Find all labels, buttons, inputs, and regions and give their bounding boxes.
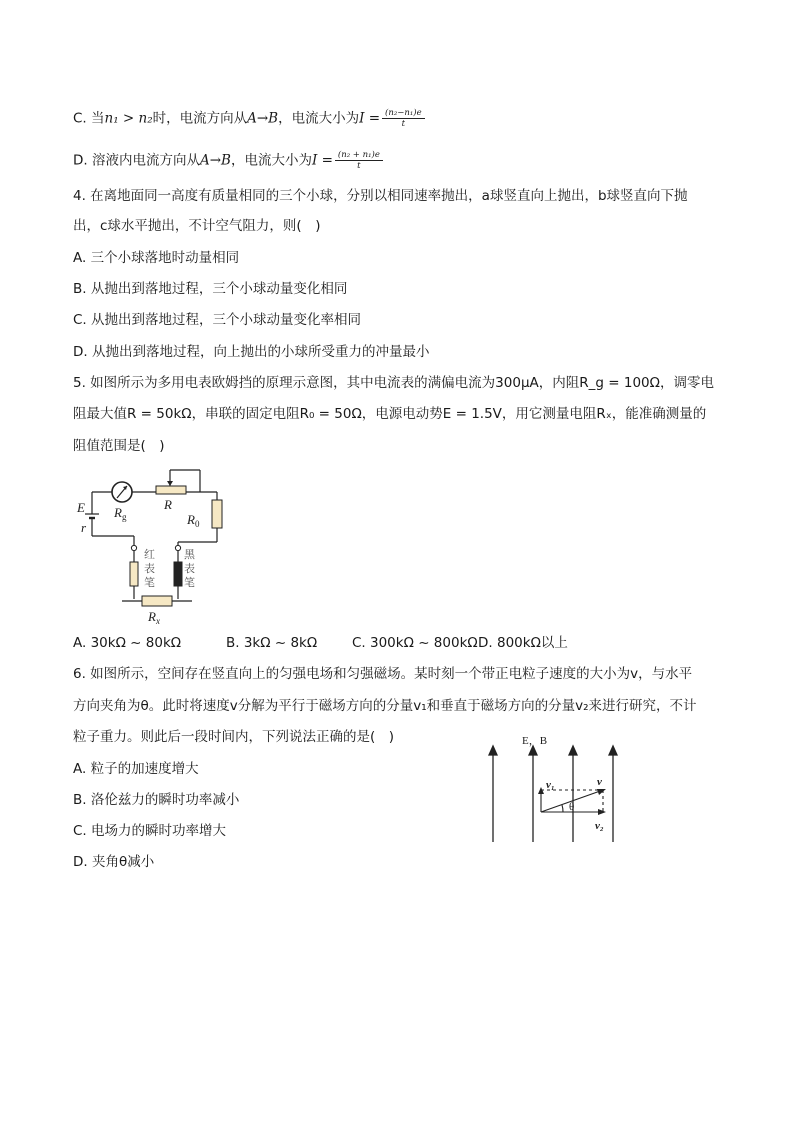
resistor-rx — [142, 596, 172, 606]
q4-option-a[interactable]: A. 三个小球落地时动量相同 — [73, 250, 240, 266]
q5-option-b[interactable]: B. 3kΩ ~ 8kΩ — [226, 635, 318, 651]
q3-option-d: D. 溶液内电流方向从A→B，电流大小为I = $\frac{\text{(n₂ + n₁)e}}{t}$ — [73, 150, 383, 171]
q3-d-fraction: $\frac{\text{(n₂ + n₁)e}}{t}$ — [335, 150, 383, 171]
galvanometer-icon — [112, 482, 132, 502]
black-probe — [174, 562, 182, 586]
q6-option-a[interactable]: A. 粒子的加速度增大 — [73, 761, 199, 777]
theta-arc — [562, 805, 563, 812]
ohmmeter-circuit-diagram — [72, 462, 242, 627]
q5-stem-line-3: 阻值范围是( ) — [73, 438, 165, 454]
q4-option-d[interactable]: D. 从抛出到落地过程，向上抛出的小球所受重力的冲量最小 — [73, 344, 430, 360]
label-r-rheostat: R — [164, 497, 172, 512]
field-arrow-4-icon — [609, 746, 617, 755]
black-probe-char-1: 黑 — [184, 548, 195, 561]
q6-option-c[interactable]: C. 电场力的瞬时功率增大 — [73, 823, 227, 839]
label-rg: $R_g$ — [114, 505, 127, 522]
v2-arrow-icon — [598, 809, 606, 815]
q4-stem-line-2: 出，c球水平抛出，不计空气阻力，则( ) — [73, 218, 321, 234]
resistor-r0 — [212, 500, 222, 528]
label-v: v — [597, 776, 602, 788]
q4-option-c[interactable]: C. 从抛出到落地过程，三个小球动量变化率相同 — [73, 312, 362, 328]
rheostat-slider-arrow — [167, 481, 173, 486]
red-probe-char-2: 表 — [144, 562, 155, 575]
q5-option-c[interactable]: C. 300kΩ ~ 800kΩ — [352, 635, 478, 651]
label-v2: v₂ — [595, 820, 604, 832]
q6-option-d[interactable]: D. 夹角θ减小 — [73, 854, 155, 870]
q5-option-a[interactable]: A. 30kΩ ~ 80kΩ — [73, 635, 182, 651]
field-arrow-1-icon — [489, 746, 497, 755]
rheostat-r — [156, 486, 186, 494]
label-r: r — [81, 520, 87, 535]
q6-stem-line-3: 粒子重力。则此后一段时间内，下列说法正确的是( ) — [73, 729, 395, 745]
field-velocity-diagram — [484, 732, 634, 847]
q4-option-b[interactable]: B. 从抛出到落地过程，三个小球动量变化相同 — [73, 281, 348, 297]
q5-stem-line-2: 阻最大值R = 50kΩ，串联的固定电阻R₀ = 50Ω，电源电动势E = 1.5V，用它测量电阻Rₓ，能准确测量的 — [73, 406, 707, 422]
q5-option-d[interactable]: D. 800kΩ以上 — [478, 635, 568, 651]
field-arrow-3-icon — [569, 746, 577, 755]
label-theta: θ — [569, 801, 575, 813]
q6-stem-line-1: 6. 如图所示，空间存在竖直向上的匀强电场和匀强磁场。某时刻一个带正电粒子速度的大小为v，与水平 — [73, 666, 693, 682]
q3-option-c: C. 当n₁ > n₂时，电流方向从A→B，电流大小为I = $\frac{\text{(n₂−n₁)e}}{t}$ — [73, 108, 425, 129]
label-v1: v₁ — [546, 779, 555, 791]
v-arrow-icon — [597, 789, 606, 795]
q6-stem-line-2: 方向夹角为θ。此时将速度v分解为平行于磁场方向的分量v₁和垂直于磁场方向的分量v₂来进行研究，不计 — [73, 698, 697, 714]
label-r0: $R_0$ — [187, 512, 200, 529]
black-probe-char-3: 笔 — [184, 576, 195, 589]
q5-stem-line-1: 5. 如图所示为多用电表欧姆挡的原理示意图，其中电流表的满偏电流为300μA，内阻R_g = 100Ω，调零电 — [73, 375, 714, 391]
field-label-e-b: E，B — [522, 735, 548, 747]
q3-c-fraction: $\frac{\text{(n₂−n₁)e}}{t}$ — [382, 108, 425, 129]
q4-stem-line-1: 4. 在离地面同一高度有质量相同的三个小球，分别以相同速率抛出，a球竖直向上抛出，b球竖直向下抛 — [73, 188, 688, 204]
black-probe-char-2: 表 — [184, 562, 195, 575]
q5-options-row — [73, 633, 568, 653]
q6-option-b[interactable]: B. 洛伦兹力的瞬时功率减小 — [73, 792, 240, 808]
red-probe-char-1: 红 — [144, 548, 155, 561]
label-e: E — [77, 500, 85, 515]
label-rx: $R_x$ — [148, 609, 160, 626]
red-probe-char-3: 笔 — [144, 576, 155, 589]
red-probe — [130, 562, 138, 586]
field-arrow-2-icon — [529, 746, 537, 755]
